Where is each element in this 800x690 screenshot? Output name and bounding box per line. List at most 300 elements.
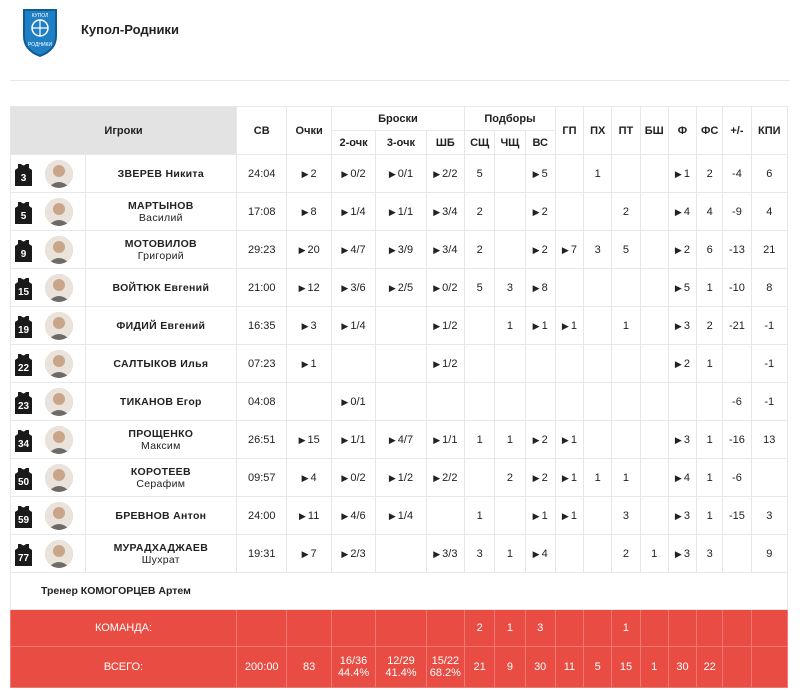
total-tov: 15 <box>612 647 640 688</box>
jersey-icon <box>15 278 32 300</box>
stat-ef: -1 <box>751 345 787 383</box>
play-icon[interactable]: ▶ <box>388 282 396 293</box>
player-row[interactable] <box>11 193 788 231</box>
stat-ef: 21 <box>751 231 787 269</box>
player-number-cell <box>11 535 86 573</box>
stat-ft[interactable]: ▶ 1/1 <box>426 421 464 459</box>
stat-st: 1 <box>584 459 612 497</box>
stat-tr[interactable]: ▶ 5 <box>525 155 555 193</box>
stat-st <box>584 307 612 345</box>
stat-fg2[interactable]: ▶ 0/2 <box>331 459 375 497</box>
stat-time: 24:00 <box>237 497 287 535</box>
stat-dr: 1 <box>495 535 525 573</box>
svg-text:77: 77 <box>17 553 30 564</box>
player-name[interactable]: МУРАДХАДЖАЕВ Шухрат <box>85 535 236 573</box>
player-row[interactable] <box>11 383 788 421</box>
stat-pts[interactable]: ▶ 12 <box>287 269 331 307</box>
stat-pts <box>287 383 331 421</box>
stat-pf[interactable]: ▶ 3 <box>668 497 696 535</box>
play-icon[interactable]: ▶ <box>674 244 682 255</box>
player-row[interactable] <box>11 307 788 345</box>
stat-pts[interactable]: ▶ 8 <box>287 193 331 231</box>
stat-pts[interactable]: ▶ 3 <box>287 307 331 345</box>
player-photo[interactable] <box>45 312 73 340</box>
stat-st <box>584 535 612 573</box>
stat-time: 09:57 <box>237 459 287 497</box>
stat-time: 21:00 <box>237 269 287 307</box>
team-label: КОМАНДА: <box>11 610 237 647</box>
stat-pf[interactable]: ▶ 3 <box>668 535 696 573</box>
stat-tr[interactable]: ▶ 8 <box>525 269 555 307</box>
player-name[interactable]: МАРТЫНОВ Василий <box>85 193 236 231</box>
stat-to: 5 <box>612 231 640 269</box>
stat-pf[interactable]: ▶ 2 <box>668 231 696 269</box>
play-icon[interactable]: ▶ <box>532 472 540 483</box>
stat-or: 5 <box>465 269 495 307</box>
player-photo[interactable] <box>45 198 73 226</box>
player-number-cell <box>11 383 86 421</box>
stat-or: 3 <box>465 535 495 573</box>
svg-text:3: 3 <box>20 173 27 184</box>
stat-pf[interactable]: ▶ 4 <box>668 193 696 231</box>
play-icon[interactable]: ▶ <box>341 168 349 179</box>
play-icon[interactable]: ▶ <box>388 434 396 445</box>
stat-dr: 1 <box>495 421 525 459</box>
stat-ft[interactable]: ▶ 0/2 <box>426 269 464 307</box>
play-icon[interactable]: ▶ <box>532 510 540 521</box>
play-icon[interactable]: ▶ <box>433 320 441 331</box>
col-three: 3-очк <box>376 131 426 155</box>
stat-ef: 8 <box>751 269 787 307</box>
play-icon[interactable]: ▶ <box>433 244 441 255</box>
stat-as[interactable]: ▶ 1 <box>555 459 583 497</box>
stat-ft[interactable]: ▶ 2/2 <box>426 155 464 193</box>
stat-fg2[interactable]: ▶ 0/2 <box>331 155 375 193</box>
stat-or: 2 <box>465 193 495 231</box>
play-icon[interactable]: ▶ <box>298 244 306 255</box>
stat-as <box>555 193 583 231</box>
play-icon[interactable]: ▶ <box>341 396 349 407</box>
stat-fd: 6 <box>697 231 723 269</box>
player-number-cell <box>11 497 86 535</box>
stat-fd: 1 <box>697 497 723 535</box>
svg-text:5: 5 <box>20 211 27 222</box>
stat-or <box>465 383 495 421</box>
play-icon[interactable]: ▶ <box>674 472 682 483</box>
play-icon[interactable]: ▶ <box>674 320 682 331</box>
stat-tr <box>525 345 555 383</box>
play-icon[interactable]: ▶ <box>388 510 396 521</box>
stat-bl <box>640 459 668 497</box>
play-icon[interactable]: ▶ <box>532 244 540 255</box>
player-number-cell <box>11 269 86 307</box>
total-fg2: 16/36 44.4% <box>331 647 375 688</box>
stat-pts[interactable]: ▶ 15 <box>287 421 331 459</box>
svg-text:23: 23 <box>17 401 30 412</box>
stat-as <box>555 345 583 383</box>
stat-fg3[interactable]: ▶ 1/2 <box>376 459 426 497</box>
stat-dr <box>495 231 525 269</box>
player-name[interactable]: БРЕВНОВ Антон <box>85 497 236 535</box>
player-photo[interactable] <box>45 160 73 188</box>
player-name[interactable]: ЗВЕРЕВ Никита <box>85 155 236 193</box>
stat-fg2[interactable]: ▶ 1/4 <box>331 193 375 231</box>
stat-fg3 <box>376 535 426 573</box>
jersey-icon <box>15 506 32 528</box>
col-ft: ШБ <box>426 131 464 155</box>
svg-text:59: 59 <box>17 515 30 526</box>
stat-bl <box>640 231 668 269</box>
play-icon[interactable]: ▶ <box>561 510 569 521</box>
stat-fg2[interactable]: ▶ 3/6 <box>331 269 375 307</box>
stat-tr[interactable]: ▶ 2 <box>525 231 555 269</box>
stat-fg2[interactable]: ▶ 1/1 <box>331 421 375 459</box>
svg-text:34: 34 <box>17 439 30 450</box>
play-icon[interactable]: ▶ <box>532 320 540 331</box>
stat-ft[interactable]: ▶ 1/2 <box>426 345 464 383</box>
jersey-icon <box>15 430 32 452</box>
play-icon[interactable]: ▶ <box>341 434 349 445</box>
stat-pm: -21 <box>723 307 751 345</box>
player-number-cell <box>11 231 86 269</box>
stat-pts[interactable]: ▶ 20 <box>287 231 331 269</box>
stat-fg3[interactable]: ▶ 0/1 <box>376 155 426 193</box>
stat-fg3[interactable]: ▶ 3/9 <box>376 231 426 269</box>
stat-ft <box>426 497 464 535</box>
player-name[interactable]: ТИКАНОВ Егор <box>85 383 236 421</box>
svg-text:50: 50 <box>17 477 30 488</box>
col-dreb: ЧЩ <box>495 131 525 155</box>
play-icon[interactable]: ▶ <box>301 472 309 483</box>
stat-pf[interactable]: ▶ 3 <box>668 307 696 345</box>
play-icon[interactable]: ▶ <box>388 472 396 483</box>
play-icon[interactable]: ▶ <box>433 206 441 217</box>
stat-fg3[interactable]: ▶ 2/5 <box>376 269 426 307</box>
col-players: Игроки <box>11 107 237 155</box>
stat-pf[interactable]: ▶ 3 <box>668 421 696 459</box>
play-icon[interactable]: ▶ <box>532 282 540 293</box>
stat-fd <box>697 383 723 421</box>
player-number-cell <box>11 193 86 231</box>
stat-dr: 3 <box>495 269 525 307</box>
stat-fd: 2 <box>697 155 723 193</box>
stat-ef: 3 <box>751 497 787 535</box>
play-icon[interactable]: ▶ <box>674 282 682 293</box>
svg-text:15: 15 <box>17 287 30 298</box>
stat-fd: 4 <box>697 193 723 231</box>
stat-ft[interactable]: ▶ 3/3 <box>426 535 464 573</box>
player-number-cell <box>11 155 86 193</box>
stat-bl <box>640 421 668 459</box>
stat-pts[interactable]: ▶ 1 <box>287 345 331 383</box>
stat-st: 1 <box>584 155 612 193</box>
stat-as[interactable]: ▶ 1 <box>555 421 583 459</box>
jersey-icon <box>15 354 32 376</box>
play-icon[interactable]: ▶ <box>674 510 682 521</box>
total-pf: 30 <box>668 647 696 688</box>
stat-as[interactable]: ▶ 7 <box>555 231 583 269</box>
total-fg3: 12/29 41.4% <box>376 647 426 688</box>
stat-time: 26:51 <box>237 421 287 459</box>
total-ft: 15/22 68.2% <box>426 647 464 688</box>
stat-or <box>465 459 495 497</box>
col-oreb: СЩ <box>465 131 495 155</box>
play-icon[interactable]: ▶ <box>341 510 349 521</box>
stat-pf[interactable]: ▶ 2 <box>668 345 696 383</box>
stat-dr: 1 <box>495 307 525 345</box>
total-fd: 22 <box>697 647 723 688</box>
stat-ft[interactable]: ▶ 1/2 <box>426 307 464 345</box>
play-icon[interactable]: ▶ <box>674 206 682 217</box>
play-icon[interactable]: ▶ <box>532 434 540 445</box>
stat-ft[interactable]: ▶ 2/2 <box>426 459 464 497</box>
stat-pts[interactable]: ▶ 7 <box>287 535 331 573</box>
stat-to <box>612 269 640 307</box>
stat-pm: -4 <box>723 155 751 193</box>
stat-tr[interactable]: ▶ 1 <box>525 497 555 535</box>
stat-as <box>555 155 583 193</box>
player-number-cell <box>11 307 86 345</box>
player-photo[interactable] <box>45 426 73 454</box>
col-shots: Броски <box>331 107 464 131</box>
stat-bl <box>640 155 668 193</box>
play-icon[interactable]: ▶ <box>561 472 569 483</box>
play-icon[interactable]: ▶ <box>674 168 682 179</box>
player-name[interactable]: ПРОЩЕНКО Максим <box>85 421 236 459</box>
play-icon[interactable]: ▶ <box>674 548 682 559</box>
play-icon[interactable]: ▶ <box>388 206 396 217</box>
stat-time: 04:08 <box>237 383 287 421</box>
stat-pf[interactable]: ▶ 1 <box>668 155 696 193</box>
player-photo[interactable] <box>45 236 73 264</box>
player-name[interactable]: МОТОВИЛОВ Григорий <box>85 231 236 269</box>
stat-dr <box>495 155 525 193</box>
play-icon[interactable]: ▶ <box>532 168 540 179</box>
play-icon[interactable]: ▶ <box>388 168 396 179</box>
stat-tr[interactable]: ▶ 2 <box>525 421 555 459</box>
play-icon[interactable]: ▶ <box>298 282 306 293</box>
team-oreb: 2 <box>465 610 495 647</box>
col-fd: ФС <box>697 107 723 155</box>
player-photo[interactable] <box>45 350 73 378</box>
player-row[interactable] <box>11 269 788 307</box>
play-icon[interactable]: ▶ <box>301 320 309 331</box>
play-icon[interactable]: ▶ <box>301 548 309 559</box>
stat-bl <box>640 307 668 345</box>
col-tov: ПТ <box>612 107 640 155</box>
play-icon[interactable]: ▶ <box>561 244 569 255</box>
player-name[interactable]: КОРОТЕЕВ Серафим <box>85 459 236 497</box>
player-photo[interactable] <box>45 464 73 492</box>
total-dreb: 9 <box>495 647 525 688</box>
player-photo[interactable] <box>45 388 73 416</box>
stat-fg2[interactable]: ▶ 2/3 <box>331 535 375 573</box>
stat-fg2[interactable]: ▶ 4/6 <box>331 497 375 535</box>
stat-as[interactable]: ▶ 1 <box>555 497 583 535</box>
stat-dr: 2 <box>495 459 525 497</box>
play-icon[interactable]: ▶ <box>298 434 306 445</box>
stat-tr[interactable]: ▶ 2 <box>525 459 555 497</box>
play-icon[interactable]: ▶ <box>532 548 540 559</box>
stat-fd: 3 <box>697 535 723 573</box>
play-icon[interactable]: ▶ <box>298 510 306 521</box>
play-icon[interactable]: ▶ <box>341 472 349 483</box>
team-name[interactable]: Купол-Родники <box>81 22 179 37</box>
player-row[interactable] <box>11 459 788 497</box>
stat-ef: 13 <box>751 421 787 459</box>
player-photo[interactable] <box>45 274 73 302</box>
stat-fd: 1 <box>697 345 723 383</box>
play-icon[interactable]: ▶ <box>561 434 569 445</box>
stat-ef: 9 <box>751 535 787 573</box>
stat-to <box>612 421 640 459</box>
stat-to: 1 <box>612 307 640 345</box>
player-photo[interactable] <box>45 502 73 530</box>
stat-pm: -6 <box>723 383 751 421</box>
play-icon[interactable]: ▶ <box>532 206 540 217</box>
stat-pts[interactable]: ▶ 11 <box>287 497 331 535</box>
jersey-icon <box>15 202 32 224</box>
stat-time: 24:04 <box>237 155 287 193</box>
stat-tr[interactable]: ▶ 4 <box>525 535 555 573</box>
play-icon[interactable]: ▶ <box>561 320 569 331</box>
player-row[interactable] <box>11 421 788 459</box>
stat-tr[interactable]: ▶ 2 <box>525 193 555 231</box>
stat-pf[interactable]: ▶ 4 <box>668 459 696 497</box>
col-points: Очки <box>287 107 331 155</box>
player-row[interactable] <box>11 155 788 193</box>
player-number-cell <box>11 345 86 383</box>
stat-ft[interactable]: ▶ 3/4 <box>426 193 464 231</box>
stat-time: 19:31 <box>237 535 287 573</box>
boxscore-table <box>10 106 788 688</box>
stat-fg3 <box>376 383 426 421</box>
stat-st <box>584 269 612 307</box>
player-row[interactable] <box>11 231 788 269</box>
play-icon[interactable]: ▶ <box>674 434 682 445</box>
player-number-cell <box>11 459 86 497</box>
stat-ef: 6 <box>751 155 787 193</box>
stat-tr[interactable]: ▶ 1 <box>525 307 555 345</box>
play-icon[interactable]: ▶ <box>341 206 349 217</box>
stat-as <box>555 383 583 421</box>
stat-bl <box>640 193 668 231</box>
stat-bl <box>640 383 668 421</box>
stat-fg3[interactable]: ▶ 1/1 <box>376 193 426 231</box>
stat-fg2[interactable]: ▶ 4/7 <box>331 231 375 269</box>
stat-fg3[interactable]: ▶ 4/7 <box>376 421 426 459</box>
stat-to: 3 <box>612 497 640 535</box>
play-icon[interactable]: ▶ <box>341 282 349 293</box>
col-stl: ПХ <box>584 107 612 155</box>
play-icon[interactable]: ▶ <box>301 206 309 217</box>
stat-fg3 <box>376 345 426 383</box>
stat-ef: 4 <box>751 193 787 231</box>
stat-tr <box>525 383 555 421</box>
play-icon[interactable]: ▶ <box>433 168 441 179</box>
jersey-icon <box>15 544 32 566</box>
stat-pts[interactable]: ▶ 2 <box>287 155 331 193</box>
stat-fd: 2 <box>697 307 723 345</box>
stat-pts[interactable]: ▶ 4 <box>287 459 331 497</box>
stat-pm: -9 <box>723 193 751 231</box>
player-name[interactable]: ВОЙТЮК Евгений <box>85 269 236 307</box>
total-ast: 11 <box>555 647 583 688</box>
stat-to: 1 <box>612 459 640 497</box>
stat-pm <box>723 345 751 383</box>
total-row <box>11 647 788 688</box>
play-icon[interactable]: ▶ <box>388 244 396 255</box>
player-row[interactable] <box>11 345 788 383</box>
stat-or: 5 <box>465 155 495 193</box>
jersey-icon <box>15 392 32 414</box>
col-treb: ВС <box>525 131 555 155</box>
header-divider <box>10 80 790 81</box>
stat-fg2[interactable]: ▶ 0/1 <box>331 383 375 421</box>
play-icon[interactable]: ▶ <box>301 358 309 369</box>
play-icon[interactable]: ▶ <box>433 548 441 559</box>
col-blk: БШ <box>640 107 668 155</box>
stat-bl <box>640 345 668 383</box>
col-rebounds: Подборы <box>465 107 556 131</box>
stat-or <box>465 307 495 345</box>
play-icon[interactable]: ▶ <box>341 320 349 331</box>
stat-fg2[interactable]: ▶ 1/4 <box>331 307 375 345</box>
stat-pf <box>668 383 696 421</box>
stat-ft[interactable]: ▶ 3/4 <box>426 231 464 269</box>
col-sv: СВ <box>237 107 287 155</box>
stat-time: 29:23 <box>237 231 287 269</box>
stat-fg3[interactable]: ▶ 1/4 <box>376 497 426 535</box>
svg-text:22: 22 <box>17 363 30 374</box>
stat-ft <box>426 383 464 421</box>
stat-dr <box>495 383 525 421</box>
stat-time: 07:23 <box>237 345 287 383</box>
play-icon[interactable]: ▶ <box>301 168 309 179</box>
player-row[interactable] <box>11 497 788 535</box>
stat-fd: 1 <box>697 421 723 459</box>
player-photo[interactable] <box>45 540 73 568</box>
stat-st <box>584 193 612 231</box>
svg-text:КУПОЛ: КУПОЛ <box>31 13 49 19</box>
player-name[interactable]: ФИДИЙ Евгений <box>85 307 236 345</box>
play-icon[interactable]: ▶ <box>341 244 349 255</box>
play-icon[interactable]: ▶ <box>674 358 682 369</box>
stat-ef: -1 <box>751 383 787 421</box>
stat-as[interactable]: ▶ 1 <box>555 307 583 345</box>
team-treb: 3 <box>525 610 555 647</box>
stat-ef: -1 <box>751 307 787 345</box>
play-icon[interactable]: ▶ <box>433 434 441 445</box>
stat-pm <box>723 535 751 573</box>
player-row[interactable] <box>11 535 788 573</box>
stat-pm: -10 <box>723 269 751 307</box>
stat-pf[interactable]: ▶ 5 <box>668 269 696 307</box>
play-icon[interactable]: ▶ <box>433 472 441 483</box>
stat-fd: 1 <box>697 459 723 497</box>
stat-bl <box>640 497 668 535</box>
stat-dr <box>495 193 525 231</box>
stat-st: 3 <box>584 231 612 269</box>
stat-to <box>612 345 640 383</box>
stat-or: 2 <box>465 231 495 269</box>
player-name[interactable]: САЛТЫКОВ Илья <box>85 345 236 383</box>
play-icon[interactable]: ▶ <box>341 548 349 559</box>
coach-name: Тренер КОМОГОРЦЕВ Артем <box>11 573 788 610</box>
play-icon[interactable]: ▶ <box>433 282 441 293</box>
play-icon[interactable]: ▶ <box>433 358 441 369</box>
team-header <box>0 0 800 80</box>
